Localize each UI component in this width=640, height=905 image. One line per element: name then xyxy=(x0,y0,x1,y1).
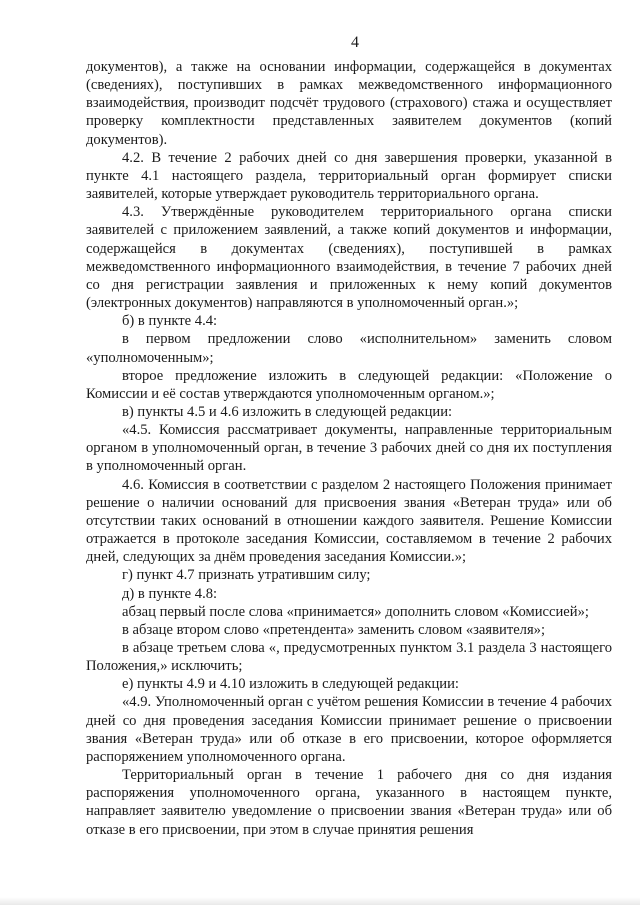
paragraph: «4.5. Комиссия рассматривает документы, направленные территориальным органом в уполномоченный орган, в течение 3 рабочих дней со дня их поступления в уполномоченный орган. xyxy=(86,422,612,475)
paragraph: г) пункт 4.7 признать утратившим силу; xyxy=(122,567,371,584)
paragraph: е) пункты 4.9 и 4.10 изложить в следующей редакции: xyxy=(122,676,459,693)
paragraph: 4.6. Комиссия в соответствии с разделом 2 настоящего Положения принимает решение о наличии оснований для присвоения звания «Ветеран труда» или об отсутствии таких оснований в отношении каждого заявителя. Решение Комиссии отражается в протоколе заседания Комиссии, составляемом в течение 2 рабочих дней, следующих за днём проведения заседания Комиссии.»; xyxy=(86,476,612,566)
paragraph: 4.3. Утверждённые руководителем территориального органа списки заявителей с приложением заявлений, а также копий документов и информации, содержащейся в документах (сведениях), поступившей в рамках межведомственного информационного взаимодействия, в течение 7 рабочих дней со дня регистрации заявления и приложенных к нему копий документов (электронных документов) направляются в уполномоченный орган.»; xyxy=(86,204,612,312)
paragraph: Территориальный орган в течение 1 рабочего дня со дня издания распоряжения уполномоченного органа, указанного в настоящем пункте, направляет заявителю уведомление о присвоении звания «Ветеран труда» или об отказе в его присвоении, при этом в случае принятия решения xyxy=(86,767,612,838)
scan-edge-shadow xyxy=(0,897,640,905)
paragraph: «4.9. Уполномоченный орган с учётом решения Комиссии в течение 4 рабочих дней со дня проведения заседания Комиссии принимает решение о присвоении звания «Ветеран труда» или об отказе в его присвоении, которое оформляется распоряжением уполномоченного органа. xyxy=(86,694,612,765)
paragraph: в первом предложении слово «исполнительном» заменить словом «уполномоченным»; xyxy=(86,331,612,366)
paragraph: д) в пункте 4.8: xyxy=(122,585,218,602)
page-number: 4 xyxy=(351,34,359,51)
paragraph: в абзаце третьем слова «, предусмотренных пунктом 3.1 раздела 3 настоящего Положения,» исключить; xyxy=(86,640,612,675)
paragraph: б) в пункте 4.4: xyxy=(122,313,218,330)
paragraph: 4.2. В течение 2 рабочих дней со дня завершения проверки, указанной в пункте 4.1 настоящего раздела, территориальный орган формирует списки заявителей, которые утверждает руководитель территориального органа. xyxy=(86,149,612,203)
paragraph: в) пункты 4.5 и 4.6 изложить в следующей редакции: xyxy=(122,403,453,420)
paragraph: документов), а также на основании информации, содержащейся в документах (сведениях), поступивших в рамках межведомственного информационного взаимодействия, производит подсчёт трудового (страхового) стажа и осуществляет проверку комплектности представленных заявителем документов (копий документов). xyxy=(86,59,612,148)
paragraph: в абзаце втором слово «претендента» заменить словом «заявителя»; xyxy=(122,621,546,638)
paragraph: абзац первый после слова «принимается» дополнить словом «Комиссией»; xyxy=(122,603,589,620)
paragraph: второе предложение изложить в следующей редакции: «Положение о Комиссии и её состав утверждаются уполномоченным органом.»; xyxy=(86,367,612,402)
document-body xyxy=(86,58,612,839)
